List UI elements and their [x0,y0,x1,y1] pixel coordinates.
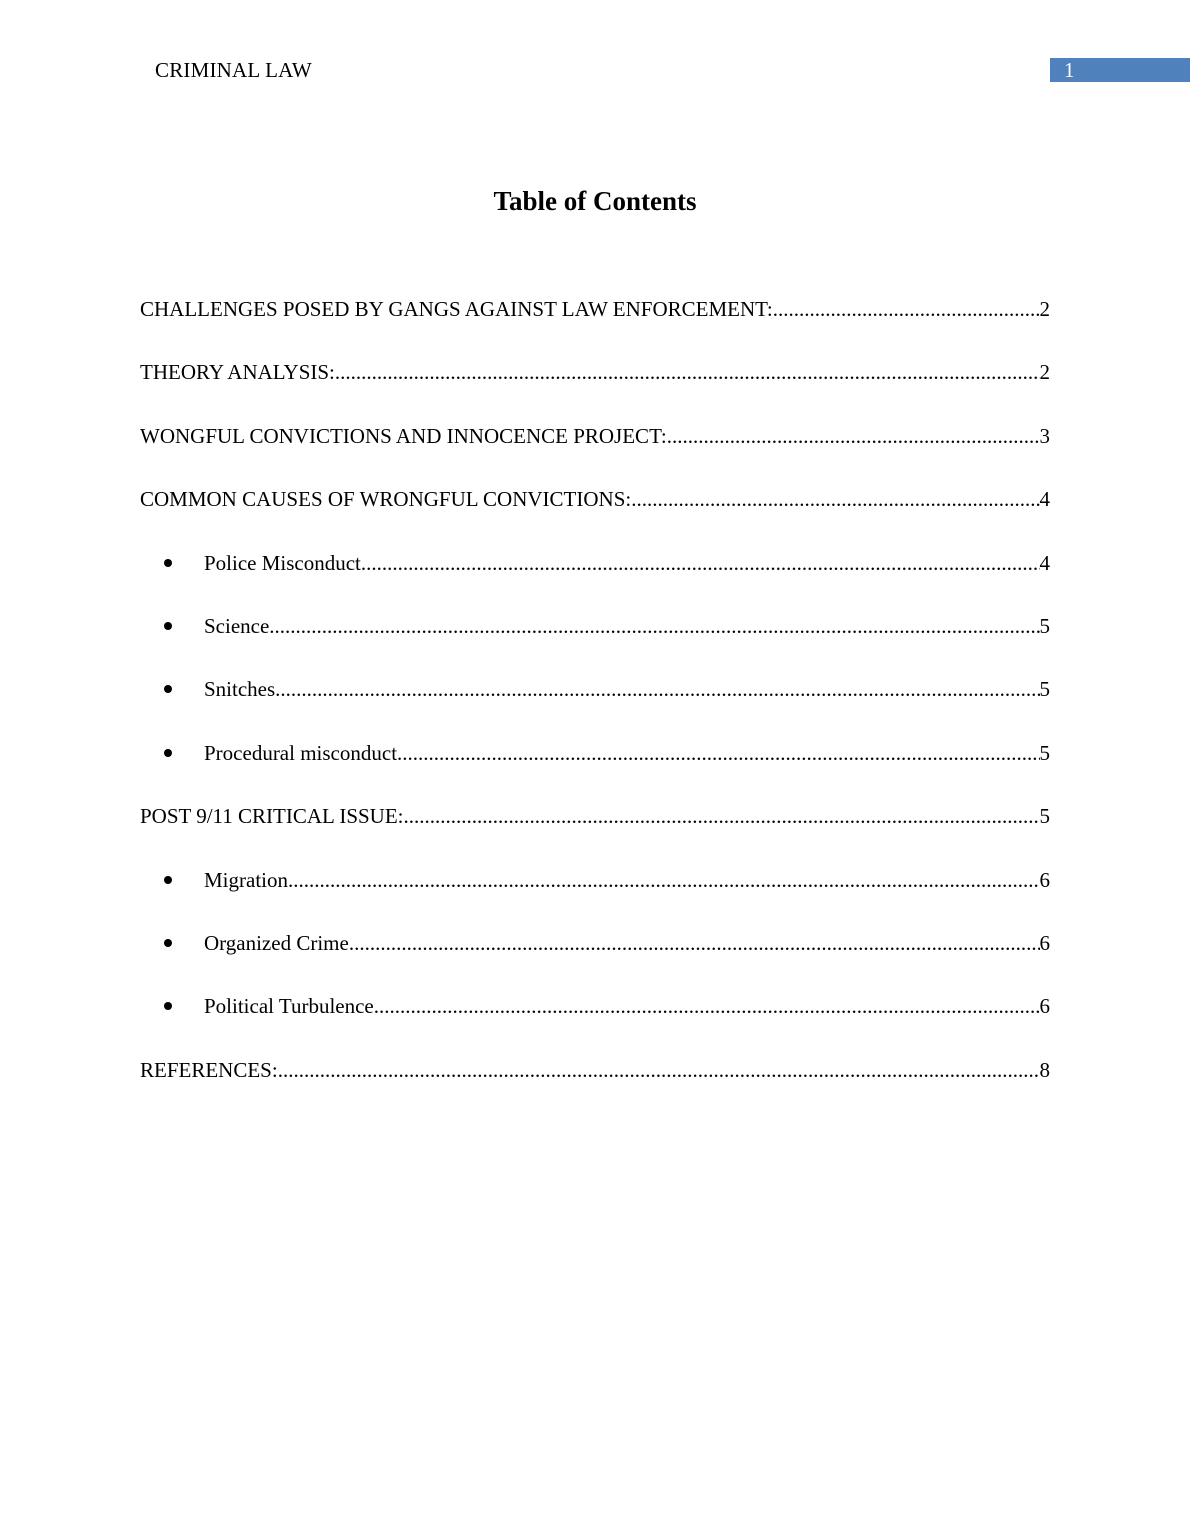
toc-entry-challenges[interactable] [140,294,1050,357]
bullet-icon [164,685,172,693]
toc-entry-page: 5 [1039,613,1050,638]
toc-list [140,294,1050,1118]
toc-entry-procedural-misconduct[interactable] [140,738,1050,801]
toc-entry-page: 2 [1039,297,1050,321]
dot-leader [335,357,1040,387]
dot-leader [288,865,1040,895]
toc-entry-references[interactable] [140,1055,1050,1118]
dot-leader [275,674,1039,704]
dot-leader [397,738,1039,768]
toc-entry-page: 5 [1039,804,1050,829]
toc-entry-page: 6 [1039,930,1050,955]
dot-leader [269,611,1039,641]
toc-entry-wrongful-convictions[interactable] [140,421,1050,484]
bullet-icon [164,1002,172,1010]
toc-entry-page: 3 [1039,423,1050,448]
toc-entry-police-misconduct[interactable] [140,548,1050,611]
toc-entry-text: REFERENCES: [140,1057,278,1082]
toc-entry-page: 5 [1039,677,1050,702]
toc-entry-political-turbulence[interactable] [140,991,1050,1054]
toc-entry-page: 4 [1039,550,1050,575]
toc-entry-science[interactable] [140,611,1050,674]
bullet-icon [164,876,172,884]
toc-entry-snitches[interactable] [140,674,1050,737]
toc-entry-page: 6 [1039,994,1050,1019]
page-number-bar [1050,58,1190,82]
toc-entry-page: 5 [1039,740,1050,765]
toc-entry-organized-crime[interactable] [140,928,1050,991]
dot-leader [631,484,1039,514]
toc-entry-text: Science [204,613,270,638]
toc-entry-post-911[interactable] [140,801,1050,864]
toc-entry-text: Police Misconduct [204,550,361,575]
toc-entry-text: WONGFUL CONVICTIONS AND INNOCENCE PROJECT: [140,423,667,448]
toc-entry-page: 4 [1039,487,1050,512]
toc-entry-text: Political Turbulence [204,994,374,1019]
running-head: CRIMINAL LAW [155,58,312,82]
dot-leader [278,1055,1040,1085]
dot-leader [361,548,1040,578]
toc-entry-text: THEORY ANALYSIS: [140,360,335,385]
dot-leader [349,928,1040,958]
toc-entry-theory-analysis[interactable] [140,357,1050,420]
dot-leader [374,991,1040,1021]
bullet-icon [164,749,172,757]
toc-entry-migration[interactable] [140,865,1050,928]
toc-title: Table of Contents [493,186,697,216]
dot-leader [667,421,1040,451]
dot-leader [404,801,1040,831]
toc-entry-text: CHALLENGES POSED BY GANGS AGAINST LAW ENFORCEMENT: [140,297,773,321]
toc-entry-text: Migration [204,867,288,892]
dot-leader [773,294,1040,324]
toc-entry-page: 2 [1039,360,1050,385]
toc-entry-page: 6 [1039,867,1050,892]
toc-entry-text: Snitches [204,677,276,702]
bullet-icon [164,939,172,947]
toc-entry-text: COMMON CAUSES OF WRONGFUL CONVICTIONS: [140,487,632,512]
toc-entry-common-causes[interactable] [140,484,1050,547]
toc-entry-text: Organized Crime [204,930,349,955]
toc-entry-page: 8 [1039,1057,1050,1082]
page-number: 1 [1064,58,1075,82]
toc-entry-text: POST 9/11 CRITICAL ISSUE: [140,804,404,829]
bullet-icon [164,559,172,567]
toc-entry-text: Procedural misconduct [204,740,398,765]
bullet-icon [164,622,172,630]
